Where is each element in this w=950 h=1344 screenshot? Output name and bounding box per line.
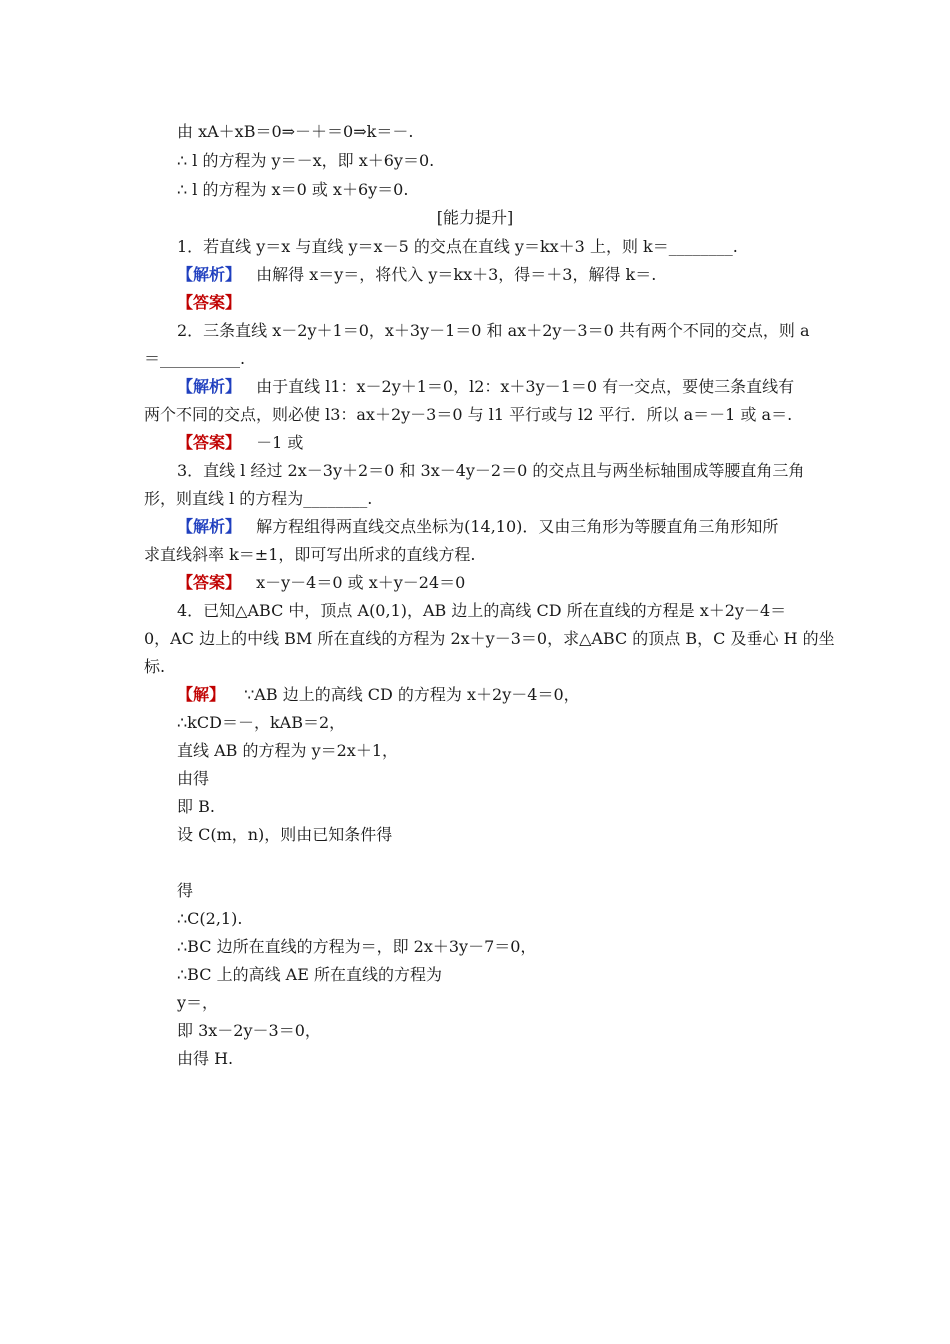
answer-tag: 【答案】	[177, 433, 242, 452]
analysis-text: 由于直线 l1：x－2y＋1＝0，l2：x＋3y－1＝0 有一交点，要使三条直线有	[256, 377, 795, 396]
analysis-tag: 【解析】	[177, 377, 242, 396]
question-4-line-2: 0，AC 边上的中线 BM 所在直线的方程为 2x＋y－3＝0，求△ABC 的顶点 B，C 及垂心 H 的坐	[144, 629, 835, 648]
solution-4	[177, 684, 580, 706]
analysis-3-line-1	[177, 516, 778, 538]
question-1: 1．若直线 y＝x 与直线 y＝x－5 的交点在直线 y＝kx＋3 上，则 k＝________.	[177, 237, 738, 256]
solution-step: ∴BC 上的高线 AE 所在直线的方程为	[177, 965, 442, 984]
solution-step: 得	[177, 881, 194, 900]
solution-tag: 【解】	[177, 685, 226, 704]
question-4-line-3: 标.	[144, 657, 166, 676]
answer-tag: 【答案】	[177, 293, 242, 312]
solution-step: 由得 H.	[177, 1049, 234, 1068]
solution-step: 即 3x－2y－3＝0，	[177, 1021, 321, 1040]
question-4-line-1: 4．已知△ABC 中，顶点 A(0,1)，AB 边上的高线 CD 所在直线的方程是 x＋2y－4＝	[177, 601, 787, 620]
solution-step: ∵AB 边上的高线 CD 的方程为 x＋2y－4＝0，	[244, 685, 580, 704]
question-2-line-2: ＝__________.	[144, 349, 246, 368]
solution-step: ∴C(2,1).	[177, 909, 243, 928]
question-3-line-2: 形，则直线 l 的方程为________.	[144, 489, 373, 508]
answer-1	[177, 292, 241, 314]
analysis-2-line-1	[177, 376, 794, 398]
section-title: [能力提升]	[436, 208, 514, 227]
text-line: 由 xA＋xB＝0⇒－＋＝0⇒k＝－.	[177, 122, 414, 141]
analysis-3-line-2: 求直线斜率 k＝±1，即可写出所求的直线方程.	[144, 545, 476, 564]
analysis-tag: 【解析】	[177, 517, 242, 536]
solution-step: ∴BC 边所在直线的方程为＝，即 2x＋3y－7＝0，	[177, 937, 537, 956]
solution-step: 由得	[177, 769, 210, 788]
text-line: ∴ l 的方程为 y＝－x，即 x＋6y＝0.	[177, 151, 435, 170]
answer-3	[177, 572, 465, 594]
analysis-text: 由解得 x＝y＝，将代入 y＝kx＋3，得＝＋3，解得 k＝.	[256, 265, 657, 284]
question-3-line-1: 3．直线 l 经过 2x－3y＋2＝0 和 3x－4y－2＝0 的交点且与两坐标轴围成等腰直角三角	[177, 461, 805, 480]
text-line: ∴ l 的方程为 x＝0 或 x＋6y＝0.	[177, 180, 409, 199]
solution-step: 设 C(m，n)，则由已知条件得	[177, 825, 393, 844]
analysis-2-line-2: 两个不同的交点，则必使 l3：ax＋2y－3＝0 与 l1 平行或与 l2 平行．所以 a＝－1 或 a＝.	[144, 405, 793, 424]
answer-2	[177, 432, 303, 454]
question-2-line-1: 2．三条直线 x－2y＋1＝0，x＋3y－1＝0 和 ax＋2y－3＝0 共有两个不同的交点，则 a	[177, 321, 810, 340]
solution-step: y＝，	[177, 993, 219, 1012]
answer-tag: 【答案】	[177, 573, 242, 592]
answer-text: －1 或	[256, 433, 304, 452]
solution-step: ∴kCD＝－，kAB＝2，	[177, 713, 346, 732]
analysis-1	[177, 264, 656, 286]
answer-text: x－y－4＝0 或 x＋y－24＝0	[256, 573, 466, 592]
solution-step: 即 B.	[177, 797, 215, 816]
analysis-tag: 【解析】	[177, 265, 242, 284]
analysis-text: 解方程组得两直线交点坐标为(14,10)．又由三角形为等腰直角三角形知所	[256, 517, 779, 536]
solution-step: 直线 AB 的方程为 y＝2x＋1，	[177, 741, 398, 760]
